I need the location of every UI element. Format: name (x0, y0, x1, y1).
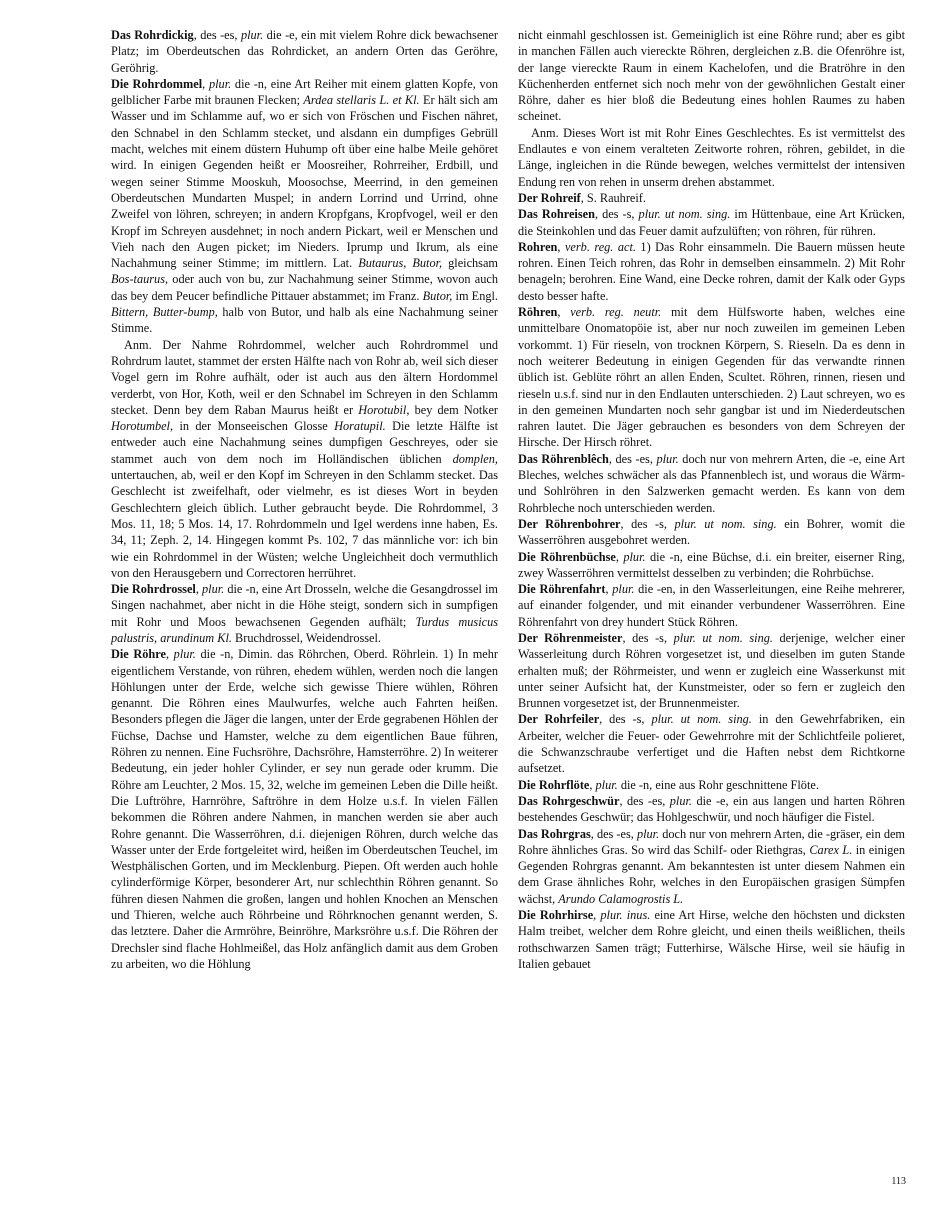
entry-text: , des -s, (620, 516, 675, 531)
entry-text: untertauchen, ab, weil er den Kopf im Schreyen in den Schlamm stecket. Das Geschlecht ist zweifelhaft, oder vielmehr, es ist dieses Wort in beyden Geschlechtern gleich üblich. Luther gebraucht beyde. Die Rohrdommel, 3 Mos. 11, 18; 5 Mos. 14, 17. Rohrdommeln und Igel werdens inne haben, Es. 34, 11; Zeph. 2, 14. Hingegen kommt Ps. 102, 7 das männliche vor: ich bin wie ein Rohrdommel in der Wüsten; welche Ungleichheit doch vermuthlich von den Herausgebern und Correctoren herrühret. (111, 468, 498, 580)
entry-italic-text: verb. reg. act. (564, 239, 636, 254)
entry-text: Die letzte Hälfte ist entweder auch eine Nachahmung seines dumpfigen Geschreyes, oder sie stammet auch von dem noch im Holländischen üblichen (111, 419, 498, 466)
entry-text: in den Gewehrfabriken, ein Arbeiter, welcher die Feuer- oder Gewehrrohre mit der Schlichtfeile polieret, die Schwanzschraube verfertiget und die Haften nebst dem Richtkorne aufsetzet. (518, 712, 905, 776)
entry-text: die -n, eine Art Reiher mit einem glatten Kopfe, von gelblicher Farbe mit braunen Flecken; (111, 76, 498, 108)
entry-headword: Das Röhrenblêch (518, 451, 609, 466)
entry-italic-text: Turdus musicus palustris, arundinum Kl. (111, 614, 498, 645)
entry-italic-text: Arundo Calamogrostis L. (558, 891, 684, 906)
entry-italic-text: plur. (173, 647, 196, 662)
entry-italic-text: Butor, (422, 288, 453, 303)
entry-text: , (557, 239, 565, 254)
entry-text: , des -s, (622, 630, 674, 645)
dictionary-entry (518, 239, 905, 304)
entry-text: , (195, 582, 203, 597)
entry-text: halb von Butor, und halb als eine Nachahmung seiner Stimme. (111, 305, 498, 336)
dictionary-entry (518, 549, 905, 582)
entry-text: , (605, 582, 613, 597)
entry-text: , (165, 647, 174, 662)
entry-headword: Die Rohrdrossel (111, 582, 196, 597)
entry-text: im Engl. (452, 288, 498, 303)
dictionary-entry (111, 646, 498, 972)
dictionary-entry (518, 206, 905, 239)
entry-text: Anm. Der Nahme Rohrdommel, welcher auch Rohrdrommel und Rohrdrum lautet, stammet der ersten Hälfte nach von Rohr ab, weil sich dieser Vogel gern im Rohre aufhält, oder ist auch aus den ältern Hordommel verderbt, von Hor, Koth, weil er den Schnabel im Schreyen in den Schlamm stecket. Denn bey dem Raban Maurus heißt er (111, 337, 498, 417)
dictionary-entry (518, 190, 905, 206)
entry-headword: Die Röhrenbüchse (518, 549, 616, 564)
entry-italic-text: verb. reg. neutr. (570, 305, 662, 320)
entry-italic-text: plur. (202, 582, 225, 597)
entry-text: , S. Rauhreif. (580, 190, 646, 205)
entry-italic-text: plur. (240, 28, 264, 42)
entry-italic-text: plur. ut nom. sing. (674, 516, 777, 531)
entry-italic-text: plur. inus. (600, 908, 651, 923)
entry-text: in einigen Gegenden Rohrgras genannt. Am bekanntesten ist unter diesem Nahmen ein dem Grase ähnliches Rohr, welches in den Europäischen grasigen Sümpfen wächst, (518, 842, 905, 906)
entry-italic-text: Horotumbel, (111, 419, 174, 434)
entry-italic-text: plur. (612, 582, 635, 597)
entry-text: die -n, eine aus Rohr geschnittene Flöte. (617, 777, 819, 792)
entry-text: doch nur von mehrern Arten, die -e, eine Art Bleches, welches schwächer als das Pfannenblech ist, und woraus die Wärm- und Sohlröhren in den Salzwerken gemacht werden. Es kann von dem Rohrbleche noch unterschieden werden. (518, 451, 905, 515)
entry-text: die -n, Dimin. das Röhrchen, Oberd. Röhrlein. 1) In mehr eigentlichem Verstande, von rühren, ehedem wühlen, werden noch die langen Höhlungen unter der Erde, welche sich gewisse Thiere wühlen, Röhren genannt. Die Röhren eines Maulwurfes, welche auch Fahrten heißen. Besonders pflegen die Jäger die langen, unter der Erde gegrabenen Höhlen der Füchse, Dachse und Hamster, welche zu dem eigentlichen Baue führen, Röhren zu nennen. Eine Fuchsröhre, Dachsröhre, Hamsterröhre. 2) In weiterer Bedeutung, ein jeder hohler Cylinder, er sey nun gerade oder krumm. Die Röhre am Leuchter, 2 Mos. 15, 32, welche im gemeinen Leben die Dille heißt. Die Luftröhre, Harnröhre, Saftröhre in dem Holze u.s.f. In vielen Fällen bekommen die Röhren andere Nahmen, in manchen werden sie aber auch Rohre genannt. Die Wasserröhren, d.i. diejenigen Röhren, durch welche das Wasser unter der Erde fortgeleitet wird, heißen im Oberdeutschen Teuchel, im Westphälischen Gorten, und im Mecklenburg. Piepen. Oft werden auch hohle cylinderförmige Körper, besonderer Art, nur schlechthin Röhren genannt. So führen diesen Nahmen die großen, langen und hohlen Knochen an Menschen und Thieren, welche auch Röhrbeine und Röhrknochen genannt werden, S. das letztere. Daher die Armröhre, Beinröhre, Marksröhre u.s.f. Die Röhren der Drechsler sind flache Hohlmeißel, das Holz anfänglich damit aus dem Groben zu arbeiten, wo die Höhlung (111, 647, 498, 971)
entry-text: oder auch von bu, zur Nachahmung seiner Stimme, wovon auch das bey dem Peucer befindliche Pittauer abstammet; im Franz. (111, 272, 498, 303)
entry-text: , des -s, (594, 207, 639, 222)
dictionary-entry (111, 581, 498, 646)
dictionary-entry (518, 516, 905, 549)
entry-italic-text: plur. ut nom. sing. (673, 630, 773, 645)
entry-italic-text: Bittern, Butter-bump, (111, 305, 218, 320)
dictionary-entry (518, 304, 905, 451)
dictionary-entry (518, 27, 905, 125)
entry-italic-text: Butaurus, Butor, (358, 256, 443, 271)
dictionary-entry (518, 711, 905, 776)
entry-italic-text: Bos-taurus, (111, 272, 169, 287)
entry-italic-text: plur. (208, 76, 232, 91)
entry-text: 1) Das Rohr einsammeln. Die Bauern müssen heute rohren. Einen Teich rohren, das Rohr in demselben einsammeln. 2) Mit Rohr benageln; berohren. Eine Wand, eine Decke rohren, damit der Kalk oder Gyps desto besser hafte. (518, 239, 905, 303)
entry-text: die -n, eine Büchse, d.i. ein breiter, eiserner Ring, zwey Wasserröhren vermittelst desselben zu verbinden; die Rohrbüchse. (518, 549, 905, 580)
entry-headword: Das Rohrgeschwür (518, 793, 620, 808)
dictionary-entry (518, 451, 905, 516)
entry-text: ein Bohrer, womit die Wasserröhren ausgebohret werden. (518, 516, 905, 548)
entry-italic-text: Horatupil. (334, 419, 386, 434)
entry-italic-text: plur. (656, 451, 679, 466)
entry-italic-text: Carex L. (809, 842, 853, 857)
entry-text: , (615, 549, 624, 564)
entry-headword: Das Rohrdickig (111, 28, 194, 42)
left-column (111, 27, 498, 972)
right-column (518, 27, 905, 972)
entry-headword: Röhren (518, 305, 558, 320)
entry-headword: Der Röhrenbohrer (518, 516, 621, 531)
entry-text: doch nur von mehrern Arten, die -gräser, ein dem Rohre ähnliches Gras. So wird das Schilf- oder Riethgras, (518, 826, 905, 857)
entry-text: Er hält sich am Wasser und im Schlamme auf, wo er sich von Fröschen und Fischen nähret, den Schnabel in den Schlamm stecket, und alsdann ein dumpfiges Gebrüll macht, welches mit einem düstern Huhump oft über eine halbe Meile gehöret wird. In einigen Gegenden heißt er Moosreiher, Rohrreiher, Erdbill, und wegen seiner Stimme Mooskuh, Moosochse, Meerrind, in den gemeinen Oberdeutschen Mundarten Muspel; in andern Lorrind und Urrind, ohne Zweifel von löhren, schreyen; in andern Kropfgans, Kropfvogel, weil er den Kropf im Schreyen ausdehnet; in noch andern Pickart, weil er Menschen und Vieh nach den Augen picket; im Nieders. Iprump und Ikrum, als eine Nachahmung seiner Stimme; im mittlern. Lat. (111, 93, 498, 271)
entry-headword: Die Röhre (111, 647, 166, 662)
page-number: 113 (891, 1176, 906, 1187)
entry-italic-text: plur. (636, 826, 660, 841)
entry-text: , des -es, (590, 826, 637, 841)
entry-text: , des -s, (599, 712, 652, 727)
entry-headword: Der Röhrenmeister (518, 630, 623, 645)
entry-text: Bruchdrossel, Weidendrossel. (231, 630, 382, 645)
dictionary-entry (518, 125, 905, 190)
entry-text: die -e, ein aus langen und harten Röhren bestehendes Geschwür; das Hohlgeschwür, und noch häufiger die Fistel. (518, 793, 905, 825)
entry-headword: Rohren (518, 239, 558, 254)
entry-headword: Der Rohreif (518, 190, 581, 205)
entry-text: , (589, 777, 596, 792)
entry-text: Anm. Dieses Wort ist mit Rohr Eines Geschlechtes. Es ist vermittelst des Endlautes e von einem veralteten Zeitworte rohren, röhren, gebildet, in die Länge, ingleichen in die Ründe bewegen, welches vermittelst der intensiven Endung ren von rehen in unserm drehen abstammet. (518, 125, 905, 189)
entry-headword: Das Rohrgras (518, 826, 591, 841)
entry-text: gleichsam (442, 256, 498, 271)
entry-headword: Das Rohreisen (518, 207, 595, 222)
entry-italic-text: Ardea stellaris L. et Kl. (303, 93, 420, 108)
entry-text: die -en, in den Wasserleitungen, eine Reihe mehrerer, auf einander folgender, und mit einander verbundener Wasserröhren. Eine Röhrenfahrt von drey hundert Stück Röhren. (518, 582, 905, 629)
entry-text: bey dem Notker (409, 402, 499, 417)
entry-text: im Hüttenbaue, eine Art Krücken, die Steinkohlen und das Feuer damit aufzulüften; von röhren, für rühren. (518, 207, 905, 238)
entry-headword: Die Rohrhirse (518, 908, 594, 923)
entry-headword: Die Rohrdommel (111, 76, 203, 91)
entry-text: die -e, ein mit vielem Rohre dick bewachsener Platz; im Oberdeutschen das Rohrdicket, an andern Orten das Geröhre, Geröhrig. (111, 28, 498, 75)
dictionary-entry (111, 337, 498, 581)
entry-headword: Die Rohrflöte (518, 777, 590, 792)
entry-text: , des -es, (193, 28, 241, 42)
entry-text: die -n, eine Art Drosseln, welche die Gesangdrossel im Singen nachahmet, aber nicht in die Höhe steigt, sondern sich in sumpfigen mit Rohr und Moos bewachsenen Gegenden aufhält; (111, 582, 498, 629)
entry-text: , (593, 908, 601, 923)
entry-text: , (557, 305, 571, 320)
dictionary-entry (518, 581, 905, 630)
entry-text: , des -es, (619, 793, 670, 808)
entry-italic-text: plur. ut nom. sing. (651, 712, 752, 727)
entry-italic-text: plur. (595, 777, 618, 792)
dictionary-entry (518, 777, 905, 793)
dictionary-entry (111, 76, 498, 337)
entry-text: derjenige, welcher einer Wasserleitung durch Röhren vorgesetzet ist, und dieselben im guten Stande erhalten muß; der Röhrmeister, und wenn er zugleich eine Wasserkunst mit unter seiner Aufsicht hat, der Kunstmeister, oder so fern er zugleich den Brunnen vorgesetzet ist, der Brunnenmeister. (518, 630, 905, 711)
entry-headword: Der Rohrfeiler (518, 712, 600, 727)
entry-text: , des -es, (608, 451, 657, 466)
entry-italic-text: Horotubil, (358, 402, 410, 417)
entry-text: eine Art Hirse, welche den höchsten und dicksten Halm treibet, welcher dem Rohre gleicht, und einen theils weißlichen, theils rothschwarzen Samen trägt; Futterhirse, Wälsche Hirse, weil sie häufig in Italien gebauet (518, 908, 905, 971)
dictionary-entry (518, 630, 905, 711)
entry-text: nicht einmahl geschlossen ist. Gemeiniglich ist eine Röhre rund; aber es gibt in manchen Fällen auch viereckte Röhren, dergleichen z.B. die Ofenröhre ist, der lange viereckte Raum in einem Kachelofen, und die Bratröhre in den Küchenherden entfernet sich noch mehr von der gewöhnlichen Gestalt einer Röhre, daher es hier bloß die Bedeutung eines hohlen Raumes zu haben scheinet. (518, 28, 905, 124)
entry-italic-text: domplen, (452, 451, 498, 466)
entry-italic-text: plur. (623, 549, 646, 564)
entry-text: mit dem Hülfsworte haben, welches eine unmittelbare Onomatopöie ist, aber nur noch zuweilen im gemeinen Leben vorkommt. 1) Für rieseln, von trocknen Körpern, S. Rieseln. Da es denn in noch weiterer Bedeutung in einigen Gegenden für das verwandte rinnen üblich ist. Geblüte röhrt an allen Enden, Scultet. Röhren, rinnen, riesen und rieseln u.s.f. sind nur in den Endlauten unterschieden. 2) Laut schreyen, wo es in den gemeinen Mundarten noch sehr gangbar ist und im Niederdeutschen rahren lautet. Die Jäger gebrauchen es besonders von dem Schreyen der Hirsche. Der Hirsch röhret. (518, 305, 905, 450)
dictionary-entry (518, 793, 905, 826)
entry-text: in der Monseeischen Glosse (173, 419, 335, 434)
entry-headword: Die Röhrenfahrt (518, 582, 606, 597)
dictionary-entry (518, 826, 905, 907)
entry-text: , (202, 76, 209, 91)
dictionary-entry (518, 907, 905, 972)
entry-italic-text: plur. (669, 793, 692, 808)
entry-italic-text: plur. ut nom. sing. (638, 207, 731, 222)
dictionary-entry (111, 27, 498, 76)
